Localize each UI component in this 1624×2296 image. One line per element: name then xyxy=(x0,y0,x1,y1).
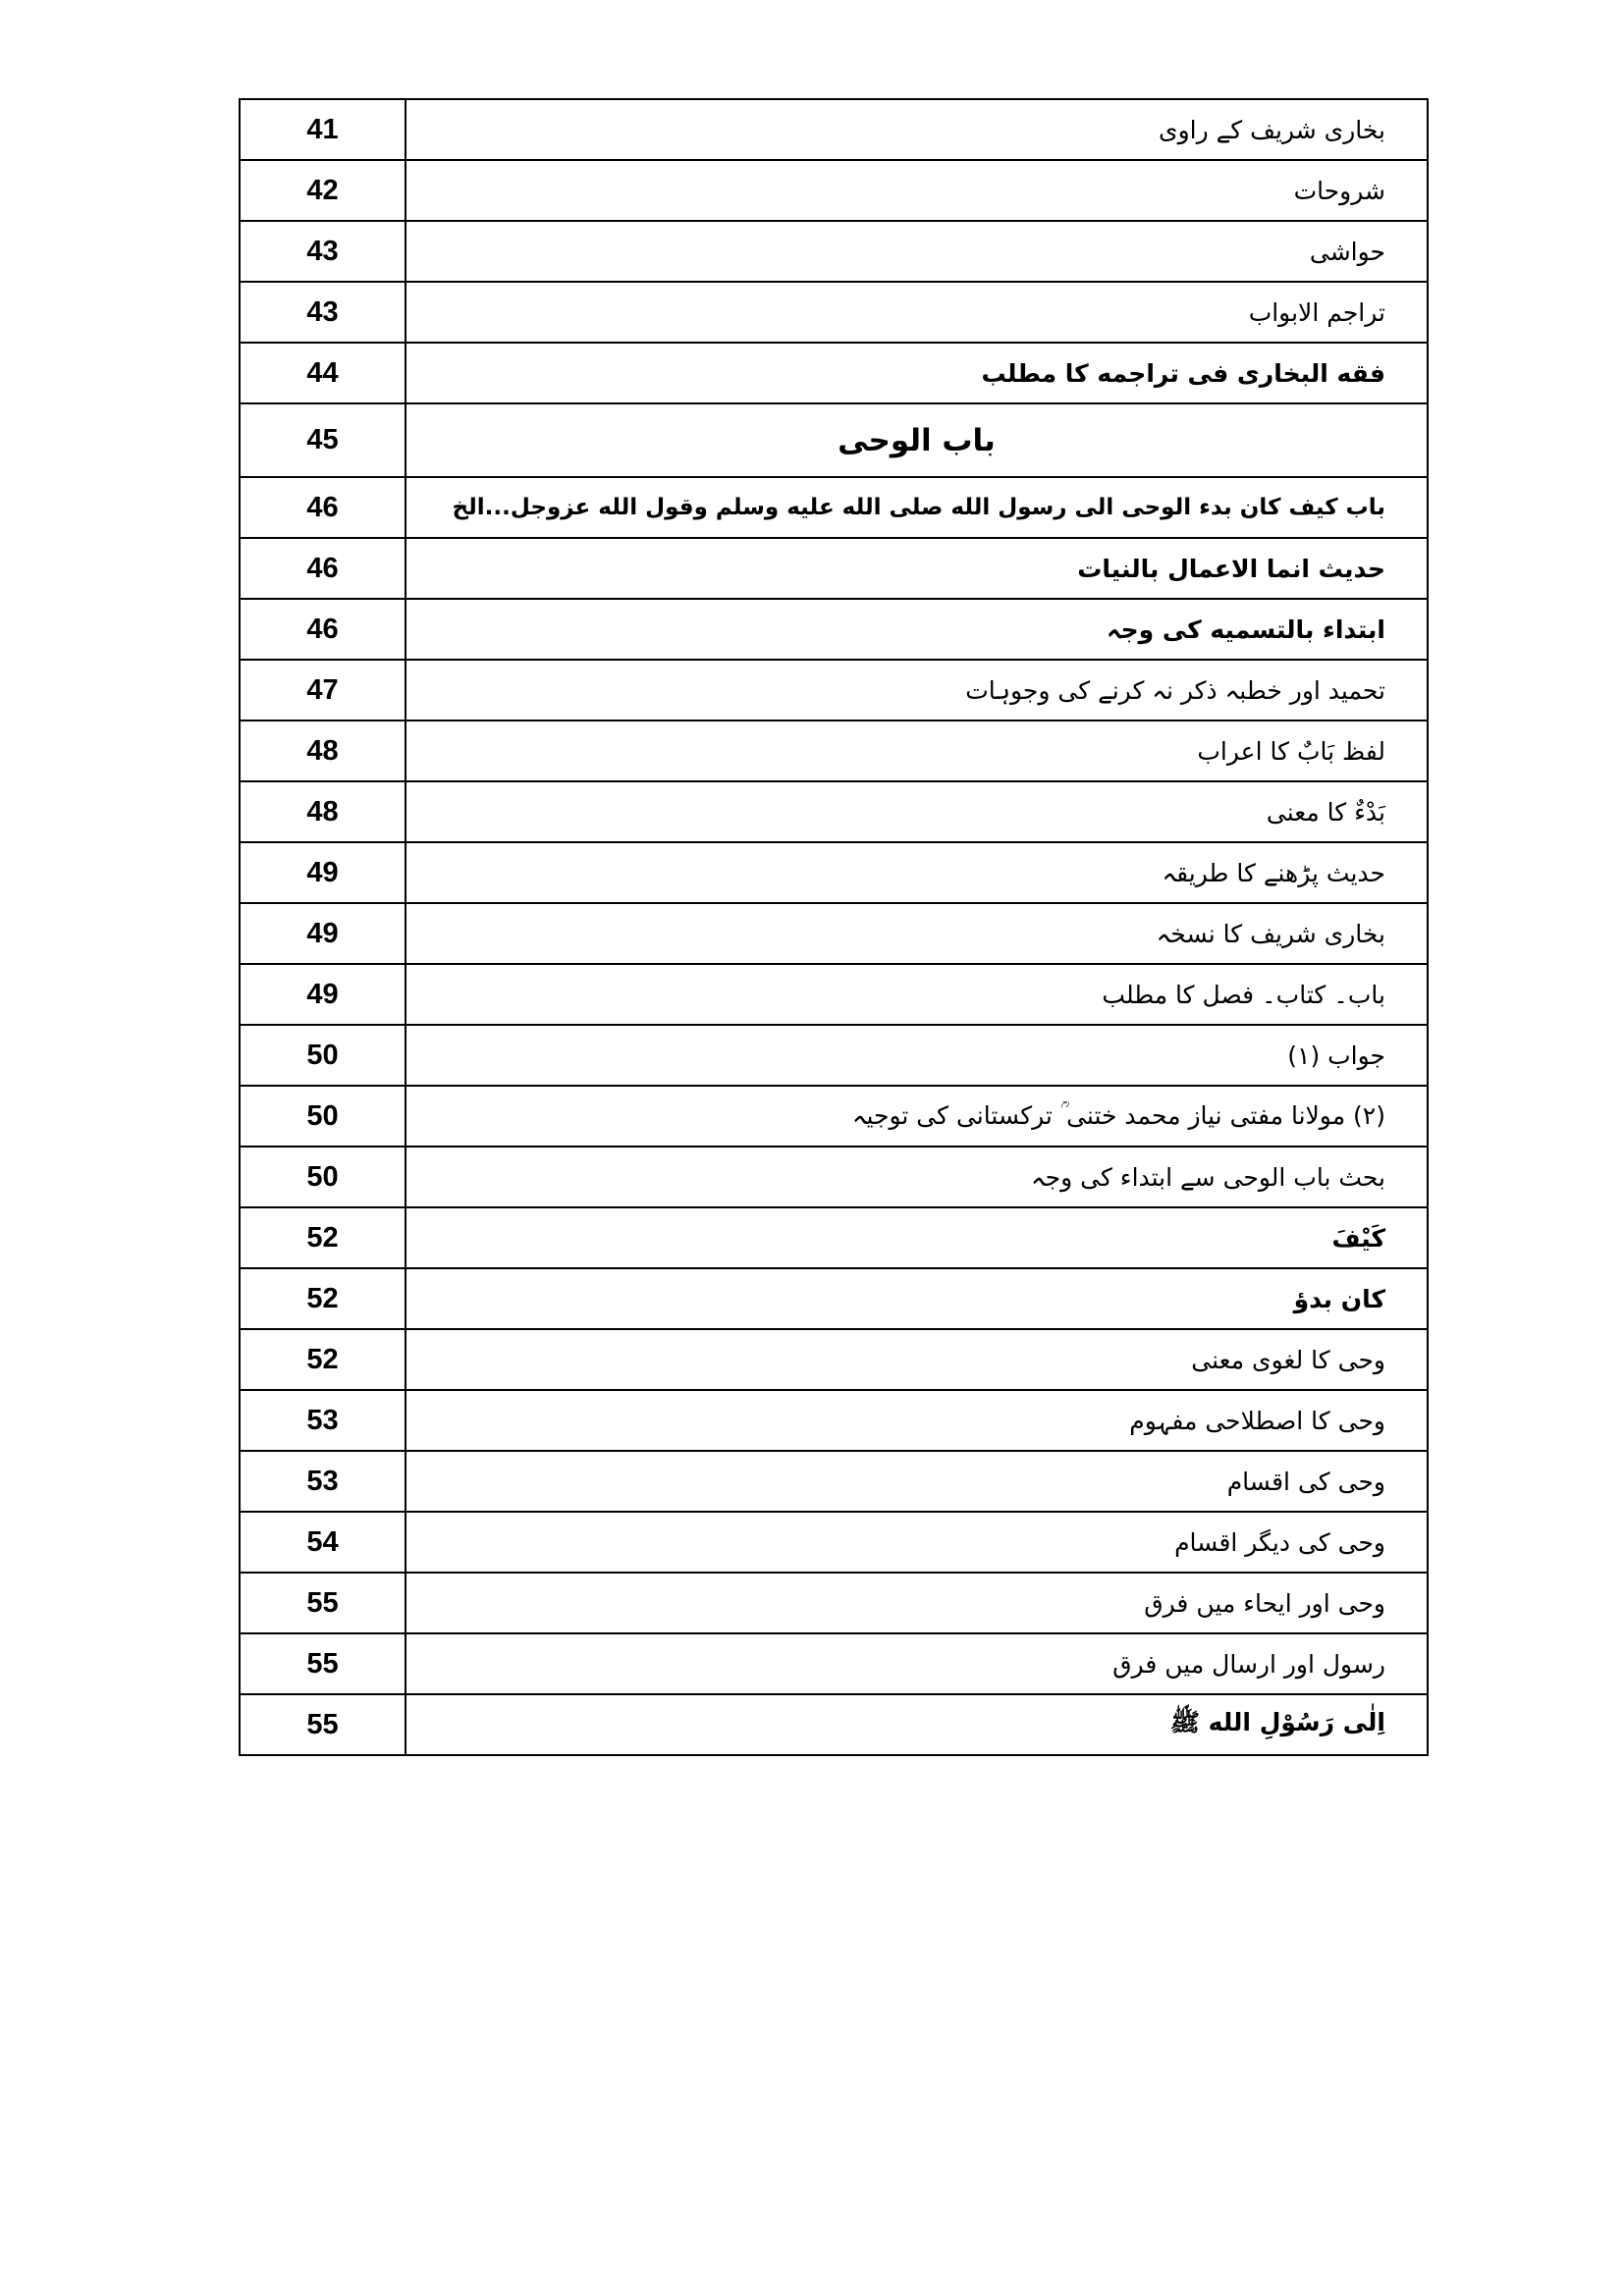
toc-row xyxy=(240,1086,1428,1147)
toc-row xyxy=(240,1633,1428,1694)
toc-entry-title: تراجم الابواب xyxy=(406,282,1428,343)
toc-entry-title: بَدْءٌ کا معنی xyxy=(406,781,1428,842)
toc-row xyxy=(240,1329,1428,1390)
toc-page-number: 53 xyxy=(240,1451,406,1512)
toc-page-number: 46 xyxy=(240,599,406,660)
toc-entry-title: بخاری شریف کا نسخہ xyxy=(406,903,1428,964)
toc-page-number: 43 xyxy=(240,282,406,343)
toc-entry-title: (۲) مولانا مفتی نیاز محمد ختنی ؒ ترکستانی کی توجیہ xyxy=(406,1086,1428,1147)
toc-page-number: 49 xyxy=(240,964,406,1025)
toc-section-heading: باب الوحی xyxy=(406,403,1428,477)
toc-row xyxy=(240,538,1428,599)
toc-entry-title: وحی کی دیگر اقسام xyxy=(406,1512,1428,1573)
toc-entry-title: رسول اور ارسال میں فرق xyxy=(406,1633,1428,1694)
toc-row xyxy=(240,721,1428,781)
toc-entry-title: حواشی xyxy=(406,221,1428,282)
toc-page-number: 52 xyxy=(240,1268,406,1329)
toc-page-number: 55 xyxy=(240,1573,406,1633)
toc-page-number: 52 xyxy=(240,1207,406,1268)
toc-row xyxy=(240,403,1428,477)
toc-entry-title: بحث باب الوحی سے ابتداء کی وجہ xyxy=(406,1147,1428,1207)
toc-page-number: 50 xyxy=(240,1025,406,1086)
toc-entry-title: اِلٰی رَسُوْلِ الله ﷺ xyxy=(406,1694,1428,1755)
toc-row xyxy=(240,343,1428,403)
toc-row xyxy=(240,1512,1428,1573)
toc-row xyxy=(240,221,1428,282)
toc-page-number: 52 xyxy=(240,1329,406,1390)
toc-entry-title: باب۔ کتاب۔ فصل کا مطلب xyxy=(406,964,1428,1025)
toc-entry-title: کَیْفَ xyxy=(406,1207,1428,1268)
toc-row xyxy=(240,282,1428,343)
toc-body xyxy=(240,99,1428,1755)
toc-page-number: 49 xyxy=(240,842,406,903)
toc-page-number: 46 xyxy=(240,477,406,538)
toc-row xyxy=(240,660,1428,721)
toc-entry-title: تحمید اور خطبہ ذکر نہ کرنے کی وجوہات xyxy=(406,660,1428,721)
toc-row xyxy=(240,1207,1428,1268)
toc-page-number: 54 xyxy=(240,1512,406,1573)
toc-page-number: 47 xyxy=(240,660,406,721)
toc-page-number: 44 xyxy=(240,343,406,403)
toc-entry-title: باب کیف کان بدء الوحی الی رسول الله صلی الله علیه وسلم وقول الله عزوجل...الخ xyxy=(406,477,1428,538)
toc-entry-title: بخاری شریف کے راوی xyxy=(406,99,1428,160)
toc-entry-title: وحی اور ایحاء میں فرق xyxy=(406,1573,1428,1633)
toc-row xyxy=(240,1025,1428,1086)
toc-entry-title: وحی کا لغوی معنی xyxy=(406,1329,1428,1390)
toc-page-number: 55 xyxy=(240,1633,406,1694)
toc-page-number: 46 xyxy=(240,538,406,599)
toc-entry-title: وحی کا اصطلاحی مفہوم xyxy=(406,1390,1428,1451)
toc-entry-title: حدیث پڑھنے کا طریقہ xyxy=(406,842,1428,903)
toc-row xyxy=(240,477,1428,538)
toc-page-number: 42 xyxy=(240,160,406,221)
toc-page-number: 49 xyxy=(240,903,406,964)
toc-entry-title: لفظ بَابٌ کا اعراب xyxy=(406,721,1428,781)
toc-row xyxy=(240,1451,1428,1512)
toc-page-number: 48 xyxy=(240,721,406,781)
toc-page-number: 50 xyxy=(240,1086,406,1147)
toc-row xyxy=(240,903,1428,964)
toc-page-number: 50 xyxy=(240,1147,406,1207)
toc-row xyxy=(240,781,1428,842)
toc-page-number: 53 xyxy=(240,1390,406,1451)
toc-row xyxy=(240,842,1428,903)
toc-row xyxy=(240,1390,1428,1451)
toc-page-number: 45 xyxy=(240,403,406,477)
toc-row xyxy=(240,1147,1428,1207)
toc-entry-title: ابتداء بالتسمیه کی وجہ xyxy=(406,599,1428,660)
toc-row xyxy=(240,1694,1428,1755)
toc-entry-title: کان بدؤ xyxy=(406,1268,1428,1329)
toc-row xyxy=(240,964,1428,1025)
toc-page-number: 41 xyxy=(240,99,406,160)
toc-row xyxy=(240,160,1428,221)
toc-entry-title: جواب (۱) xyxy=(406,1025,1428,1086)
toc-table xyxy=(239,98,1429,1756)
toc-entry-title: وحی کی اقسام xyxy=(406,1451,1428,1512)
toc-page-number: 48 xyxy=(240,781,406,842)
toc-row xyxy=(240,1268,1428,1329)
toc-page-number: 55 xyxy=(240,1694,406,1755)
toc-entry-title: فقه البخاری فی تراجمه کا مطلب xyxy=(406,343,1428,403)
toc-entry-title: شروحات xyxy=(406,160,1428,221)
toc-page-number: 43 xyxy=(240,221,406,282)
toc-row xyxy=(240,599,1428,660)
toc-entry-title: حدیث انما الاعمال بالنیات xyxy=(406,538,1428,599)
toc-row xyxy=(240,1573,1428,1633)
toc-row xyxy=(240,99,1428,160)
